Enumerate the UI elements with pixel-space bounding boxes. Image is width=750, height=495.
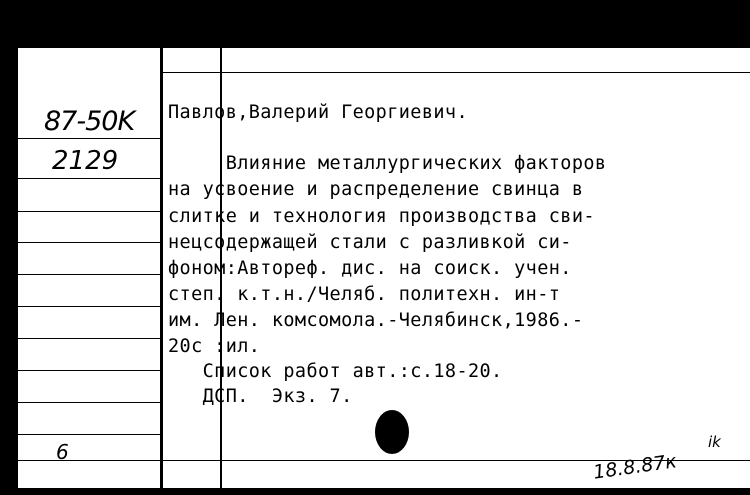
left-margin-rule — [160, 48, 163, 488]
date-note: 18.8.87к — [591, 450, 679, 484]
ruled-line — [18, 242, 160, 243]
catalog-card — [18, 48, 750, 488]
corner-mark: ik — [708, 433, 721, 451]
ruled-line — [18, 434, 160, 435]
ruled-line — [18, 460, 160, 461]
call-number: 87-50K — [44, 106, 135, 137]
restriction-line: ДСП. Экз. 7. — [168, 386, 353, 407]
accession-number: 2129 — [52, 146, 119, 176]
ruled-line — [18, 138, 160, 139]
degree-line: степ. к.т.н./Челяб. политехн. ин-т — [168, 284, 561, 305]
title-line: на усвоение и распределение свинца в — [168, 179, 584, 200]
ruled-line — [160, 72, 750, 73]
bibliography-line: Список работ авт.:с.18-20. — [168, 361, 503, 382]
ruled-line — [18, 211, 160, 212]
punch-hole — [375, 410, 409, 454]
author-line: Павлов,Валерий Георгиевич. — [168, 102, 468, 123]
ruled-line — [18, 402, 160, 403]
pages-line: 20с :ил. — [168, 336, 261, 357]
ruled-line — [18, 306, 160, 307]
title-line: слитке и технология производства сви- — [168, 206, 595, 227]
ruled-line — [18, 370, 160, 371]
shelf-mark: 6 — [56, 440, 69, 464]
title-line: фоном:Автореф. дис. на соиск. учен. — [168, 258, 572, 279]
title-line: Влияние металлургических факторов — [168, 153, 607, 174]
ruled-line — [18, 178, 160, 179]
publication-line: им. Лен. комсомола.-Челябинск,1986.- — [168, 310, 584, 331]
ruled-line — [18, 274, 160, 275]
ruled-line — [18, 338, 160, 339]
title-line: нецсодержащей стали с разливкой си- — [168, 232, 572, 253]
